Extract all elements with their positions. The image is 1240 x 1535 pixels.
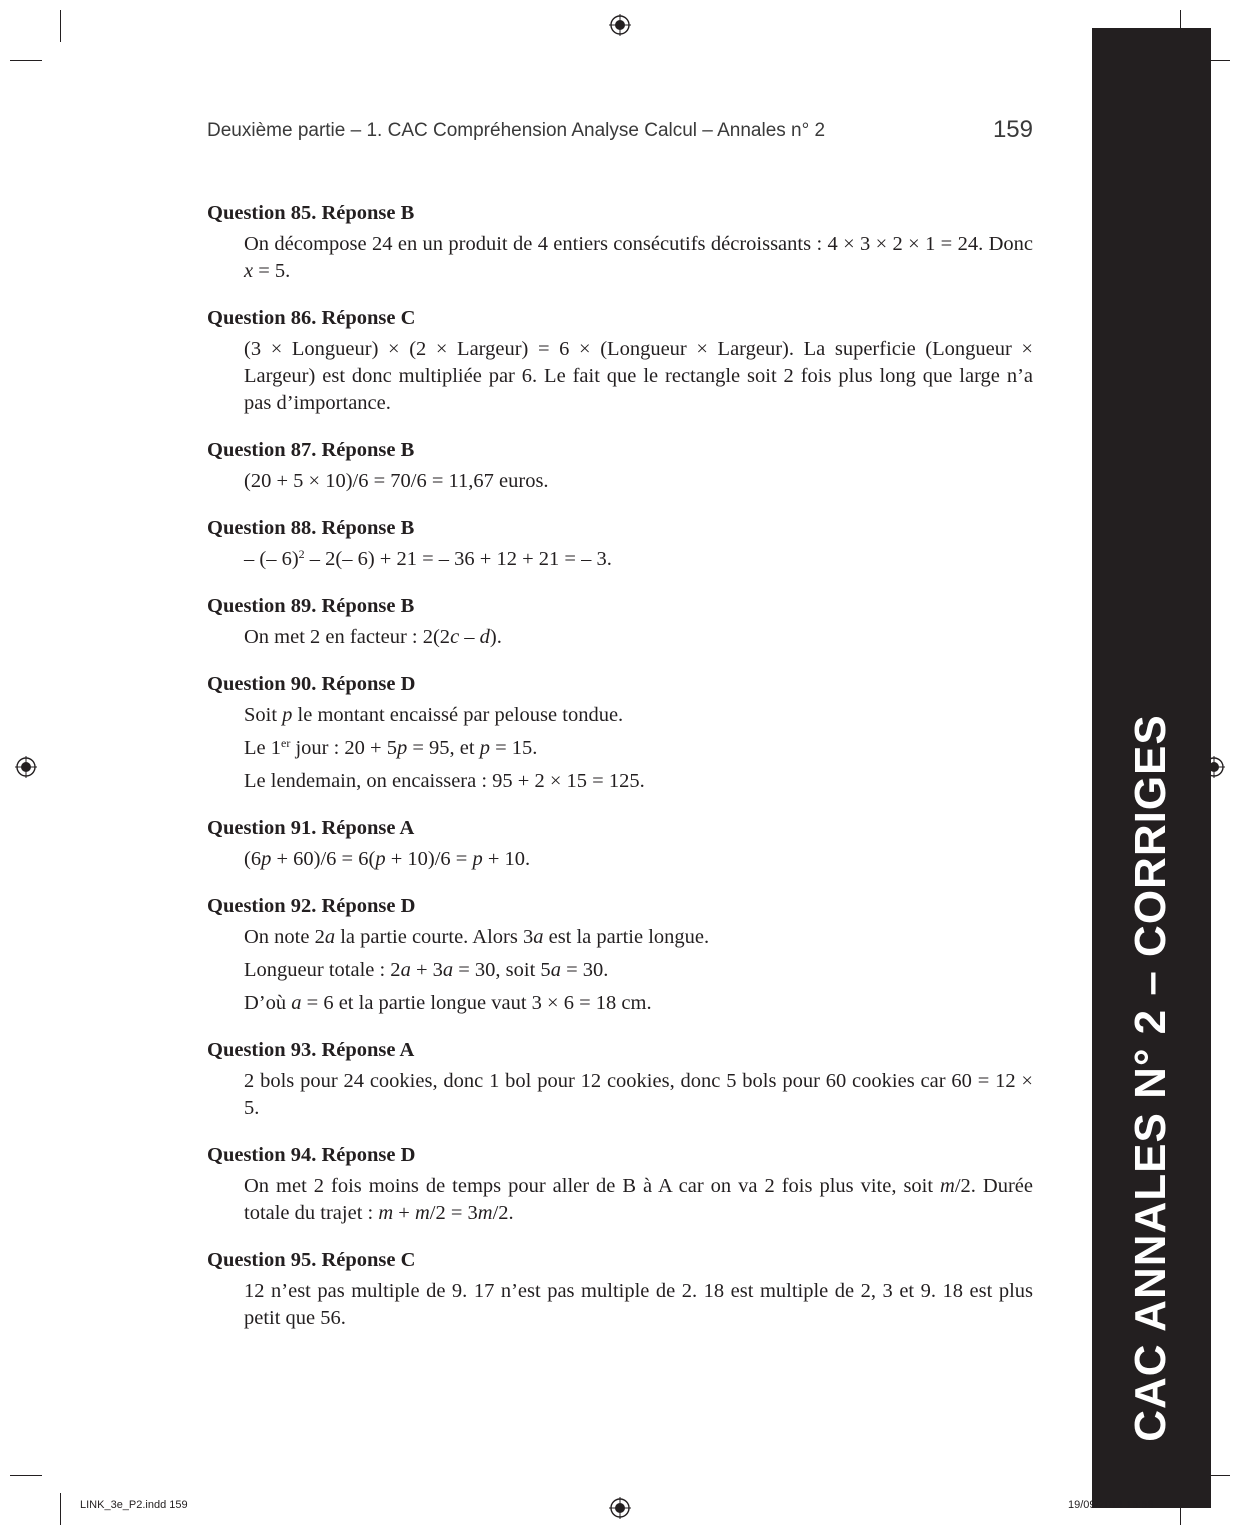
section-tab-title: CAC ANNALES N° 2 – CORRIGES (1126, 714, 1175, 1442)
question-title: Question 91. Réponse A (207, 817, 415, 839)
answers-list (207, 198, 1033, 1350)
answer-text: (6p + 60)/6 = 6(p + 10)/6 = p + 10. (244, 848, 531, 870)
question-title: Question 93. Réponse A (207, 1039, 415, 1061)
question-94 (207, 1140, 1033, 1230)
answer-text: On met 2 en facteur : 2(2c – d). (244, 626, 502, 648)
footer-file-slug: LINK_3e_P2.indd 159 (80, 1499, 188, 1511)
crop-mark (60, 1493, 61, 1525)
question-title: Question 86. Réponse C (207, 307, 416, 329)
registration-mark-icon (609, 1497, 631, 1519)
page-header (207, 116, 1033, 146)
question-title: Question 89. Réponse B (207, 595, 415, 617)
registration-mark-icon (15, 756, 37, 778)
question-93 (207, 1035, 1033, 1125)
question-title: Question 85. Réponse B (207, 202, 415, 224)
question-85 (207, 198, 1033, 288)
answer-text: On décompose 24 en un produit de 4 entiers consécutifs décroissants : 4 × 3 × 2 × 1 = 24. Donc x = 5. (244, 233, 1033, 282)
question-92 (207, 891, 1033, 1020)
question-title: Question 88. Réponse B (207, 517, 415, 539)
answer-text: Le lendemain, on encaissera : 95 + 2 × 15 = 125. (244, 770, 645, 792)
question-91 (207, 813, 1033, 876)
answer-text: 2 bols pour 24 cookies, donc 1 bol pour 12 cookies, donc 5 bols pour 60 cookies car 60 = 12 × 5. (244, 1070, 1033, 1119)
answer-text: Longueur totale : 2a + 3a = 30, soit 5a = 30. (244, 959, 609, 981)
question-95 (207, 1245, 1033, 1335)
crop-mark (10, 1475, 42, 1476)
answer-text: Soit p le montant encaissé par pelouse tondue. (244, 704, 624, 726)
registration-mark-icon (609, 14, 631, 36)
answer-text: – (– 6)$^2$ – 2(– 6) + 21 = – 36 + 12 + 21 = – 3. (244, 547, 612, 570)
answer-text: Le 1er jour : 20 + 5p = 95, et p = 15. (244, 736, 538, 759)
answer-text: 12 n’est pas multiple de 9. 17 n’est pas multiple de 2. 18 est multiple de 2, 3 et 9. 18 est plus petit que 56. (244, 1280, 1033, 1329)
question-86 (207, 303, 1033, 420)
question-90 (207, 669, 1033, 798)
answer-text: On note 2a la partie courte. Alors 3a est la partie longue. (244, 926, 710, 948)
question-title: Question 87. Réponse B (207, 439, 415, 461)
answer-text: (3 × Longueur) × (2 × Largeur) = 6 × (Longueur × Largeur). La superficie (Longueur × Largeur) est donc multipliée par 6. Le fait que le rectangle soit 2 fois plus long que large n’a pas d’importance. (244, 338, 1033, 414)
question-87 (207, 435, 1033, 498)
question-title: Question 95. Réponse C (207, 1249, 416, 1271)
answer-text: D’où a = 6 et la partie longue vaut 3 × 6 = 18 cm. (244, 992, 652, 1014)
question-title: Question 94. Réponse D (207, 1144, 416, 1166)
question-89 (207, 591, 1033, 654)
answer-text: On met 2 fois moins de temps pour aller de B à A car on va 2 fois plus vite, soit m/2. Durée totale du trajet : m + m/2 = 3m/2. (244, 1175, 1033, 1224)
running-title: Deuxième partie – 1. CAC Compréhension Analyse Calcul – Annales n° 2 (207, 120, 826, 141)
question-title: Question 92. Réponse D (207, 895, 416, 917)
footer-date-slug: 19/09/2014 15:56 (1068, 1499, 1154, 1511)
section-tab (1092, 28, 1211, 1508)
crop-mark (60, 10, 61, 42)
question-88 (207, 513, 1033, 576)
answer-text: (20 + 5 × 10)/6 = 70/6 = 11,67 euros. (244, 470, 549, 492)
question-title: Question 90. Réponse D (207, 673, 416, 695)
page-number: 159 (992, 116, 1033, 143)
crop-mark (10, 60, 42, 61)
